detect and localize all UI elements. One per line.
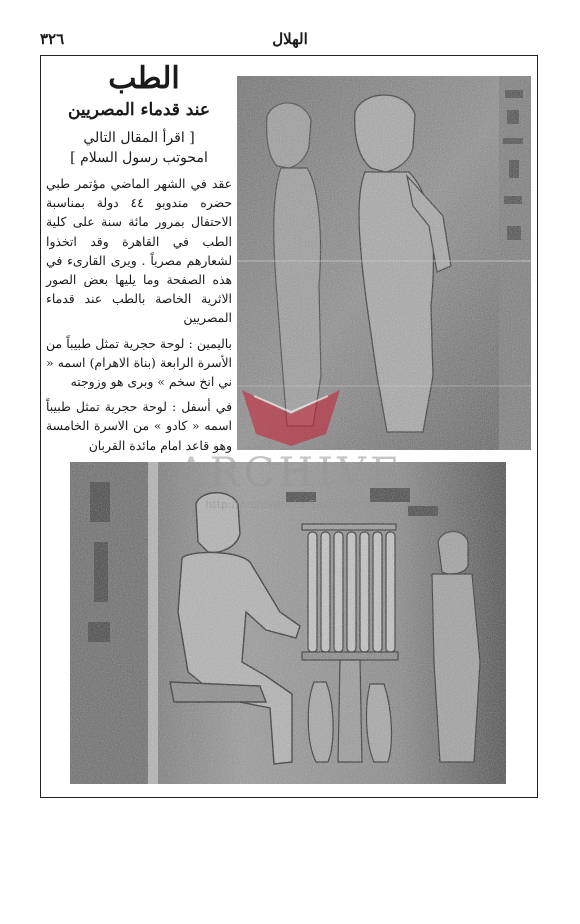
reference-line-2: امحوتب رسول السلام ] [70,150,208,166]
article-title: الطب [108,61,180,96]
watermark-url: http://Archivebeta.Sakhrit.com [205,498,375,511]
caption-right [46,334,232,392]
caption-right-text: باليمين : لوحة حجرية تمثل طبيباً من الأسرة الرابعة (بناة الاهرام) اسمه « ني انخ سخم » وبرى هو وزوجته [46,335,232,390]
caption-below-text: في أسفل : لوحة حجرية تمثل طبيباً اسمه « كادو » من الاسرة الخامسة وهو قاعد امام مائدة القربان [46,399,232,453]
relief-photo-bottom [70,462,506,784]
page-number: ٣٢٦ [40,30,65,48]
reference-note [46,128,232,168]
article-subtitle: عند قدماء المصريين [67,100,211,120]
relief-photo-bottom-image [70,462,506,784]
caption-below [46,397,232,455]
reference-line-1: [ اقرأ المقال التالي [83,130,195,146]
article-text-column [46,62,232,455]
page-header [40,30,540,52]
archive-logo-icon [236,384,346,450]
intro-text: عقد في الشهر الماضي مؤتمر طبي حضره مندوبو ٤٤ دولة بمناسبة الاحتفال بمرور مائة سنة على كلية الطب في القاهرة وقد اتخذوا لشعارهم مصرياً . ويرى القارىء في هذه الصفحة وما يليها بعض الصور الاثرية الخاصة بالطب عند قدماء المصريين [46,176,233,326]
intro-paragraph [46,174,232,328]
running-title: الهلال [272,30,308,48]
watermark-text: ARCHIVE [176,450,404,496]
